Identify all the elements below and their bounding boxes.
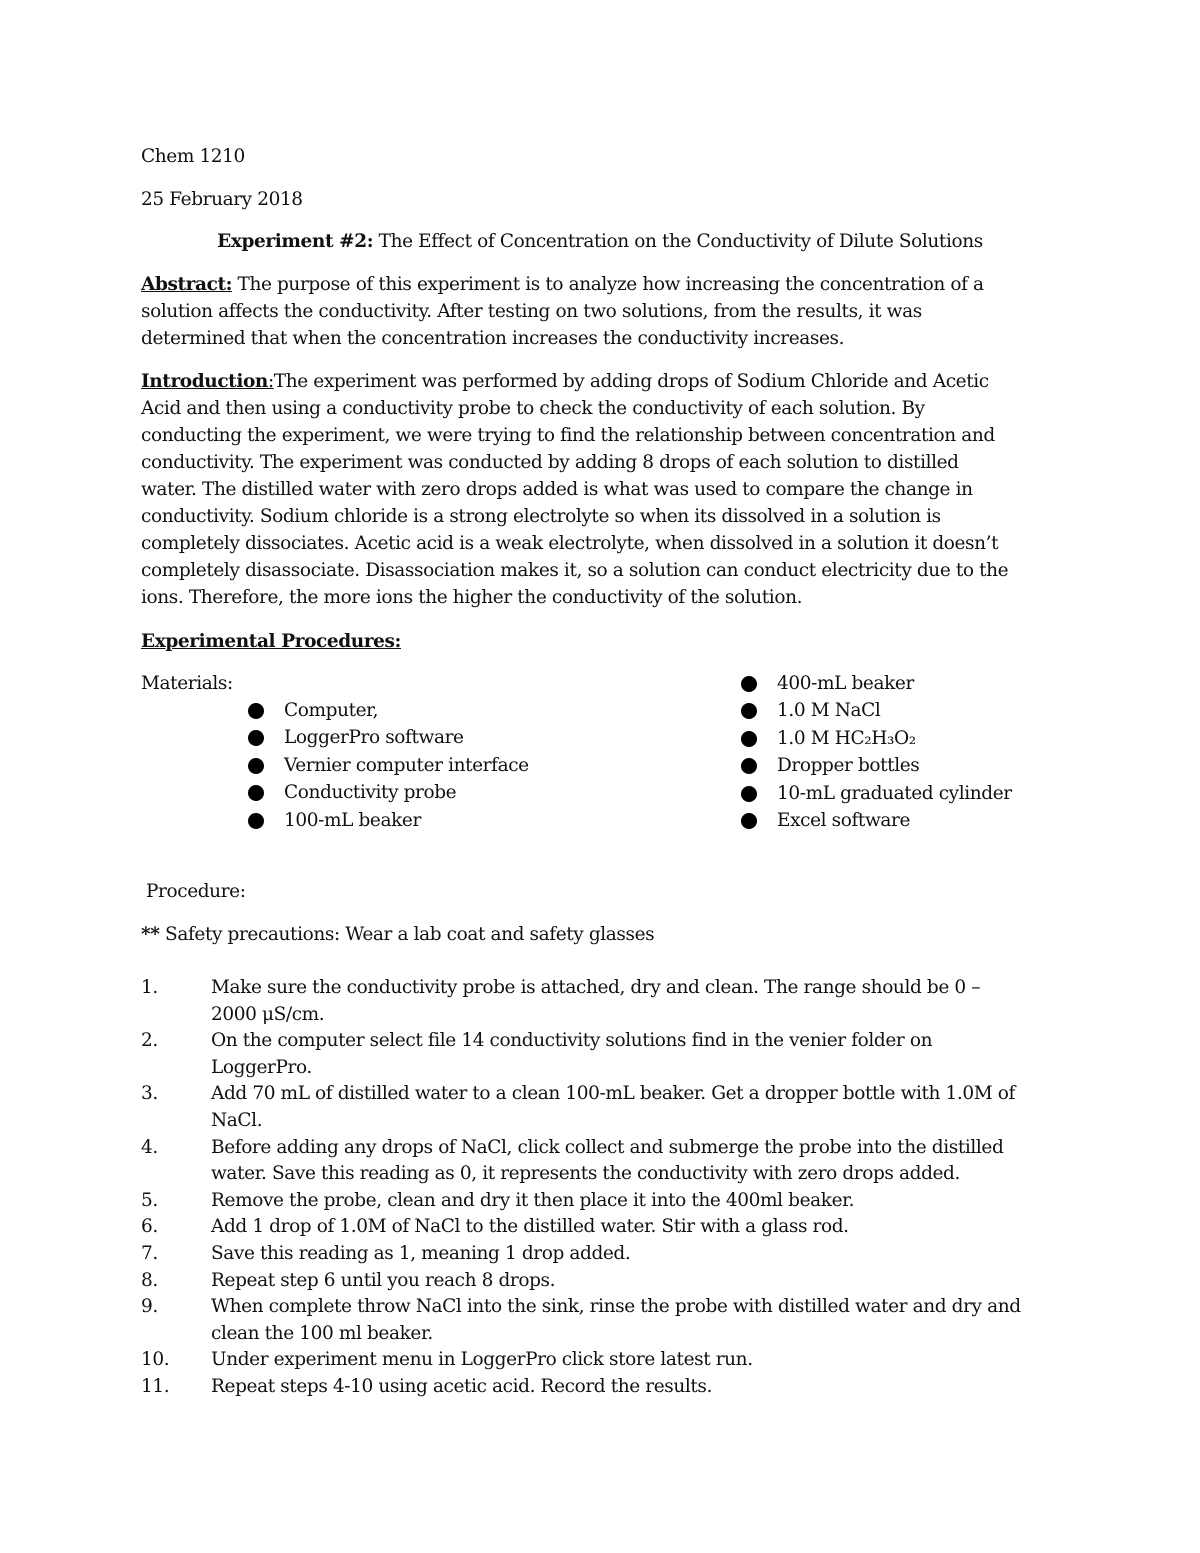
procedure-step-2: 2. On the computer select file 14 conductivity solutions find in the venier folder on LoggerPro.: [141, 1030, 933, 1078]
introduction-line-9: ions. Therefore, the more ions the higher the conductivity of the solution.: [141, 587, 803, 608]
material-item: 1.0 M HC₂H₃O₂: [741, 725, 1012, 752]
procedure-step-8: 8. Repeat step 6 until you reach 8 drops.: [141, 1268, 1071, 1295]
step-number: 7.: [141, 1242, 158, 1264]
step-number: 3.: [141, 1083, 158, 1105]
introduction-line-7: completely dissociates. Acetic acid is a weak electrolyte, when dissolved in a solution it doesn’t: [141, 533, 999, 554]
material-item: Dropper bottles: [741, 752, 1012, 779]
material-item: Excel software: [741, 807, 1012, 834]
procedure-step-3: 3. Add 70 mL of distilled water to a clean 100-mL beaker. Get a dropper bottle with 1.0M of NaCl.: [141, 1083, 1015, 1131]
procedure-step-10: 10. Under experiment menu in LoggerPro click store latest run.: [141, 1347, 1071, 1374]
step-number: 2.: [141, 1030, 158, 1052]
introduction-line-8: completely disassociate. Disassociation makes it, so a solution can conduct electricity due to the: [141, 560, 1009, 581]
step-number: 5.: [141, 1189, 158, 1211]
bullet-icon: [248, 758, 264, 774]
procedure-label: Procedure:: [146, 881, 246, 902]
bullet-icon: [741, 813, 757, 829]
bullet-icon: [741, 731, 757, 747]
bullet-icon: [248, 703, 264, 719]
bullet-icon: [248, 813, 264, 829]
step-number: 6.: [141, 1216, 158, 1238]
procedure-step-1: 1. Make sure the conductivity probe is attached, dry and clean. The range should be 0 – 2000 μS/cm.: [141, 977, 981, 1025]
step-number: 4.: [141, 1136, 158, 1158]
material-item: 400-mL beaker: [741, 670, 1012, 697]
introduction-colon: :: [267, 371, 274, 392]
abstract-section: [141, 271, 1041, 352]
course-name: Chem 1210: [141, 146, 245, 167]
procedure-step-9: 9. When complete throw NaCl into the sink, rinse the probe with distilled water and dry and clean the 100 ml beaker.: [141, 1296, 1021, 1344]
introduction-line-4: conductivity. The experiment was conducted by adding 8 drops of each solution to distilled: [141, 452, 959, 473]
step-number: 9.: [141, 1296, 158, 1318]
materials-label: Materials:: [141, 673, 233, 694]
bullet-icon: [741, 676, 757, 692]
procedures-heading: Experimental Procedures:: [141, 631, 401, 652]
safety-text: Safety precautions: Wear a lab coat and safety glasses: [159, 924, 655, 945]
materials-list-left: [248, 697, 529, 834]
abstract-line-3: determined that when the concentration increases the conductivity increases.: [141, 328, 845, 349]
material-item: Vernier computer interface: [248, 752, 529, 779]
introduction-heading: Introduction: [141, 371, 268, 392]
bullet-icon: [248, 730, 264, 746]
step-number: 10.: [141, 1349, 170, 1371]
materials-list-right: [741, 670, 1012, 834]
material-item: 1.0 M NaCl: [741, 697, 1012, 724]
bullet-icon: [248, 785, 264, 801]
procedure-step-6: 6. Add 1 drop of 1.0M of NaCl to the distilled water. Stir with a glass rod.: [141, 1214, 1071, 1241]
bullet-icon: [741, 758, 757, 774]
material-item: Computer,: [248, 697, 529, 724]
procedure-step-11: 11. Repeat steps 4-10 using acetic acid. Record the results.: [141, 1374, 1071, 1401]
procedure-step-7: 7. Save this reading as 1, meaning 1 drop added.: [141, 1241, 1071, 1268]
procedure-step-4: 4. Before adding any drops of NaCl, click collect and submerge the probe into the distilled water. Save this reading as 0, it represents the conductivity with zero drops added.: [141, 1136, 1004, 1185]
procedure-steps: [141, 975, 1071, 1401]
bullet-icon: [741, 786, 757, 802]
abstract-line-2: solution affects the conductivity. After testing on two solutions, from the results, it was: [141, 301, 922, 322]
report-date: 25 February 2018: [141, 189, 303, 210]
introduction-line-6: conductivity. Sodium chloride is a strong electrolyte so when its dissolved in a solution is: [141, 506, 941, 527]
step-number: 11.: [141, 1375, 170, 1397]
experiment-label: Experiment #2:: [217, 231, 374, 252]
material-item: LoggerPro software: [248, 724, 529, 751]
introduction-line-3: conducting the experiment, we were trying to find the relationship between concentration and: [141, 425, 995, 446]
experiment-title: [0, 228, 1200, 255]
abstract-heading: Abstract:: [141, 274, 233, 295]
safety-stars: **: [141, 924, 160, 945]
safety-note: [141, 921, 654, 948]
material-item: 100-mL beaker: [248, 807, 529, 834]
step-number: 1.: [141, 977, 158, 998]
material-item: Conductivity probe: [248, 779, 529, 806]
introduction-line-5: water. The distilled water with zero drops added is what was used to compare the change in: [141, 479, 973, 500]
introduction-line-2: Acid and then using a conductivity probe to check the conductivity of each solution. By: [141, 398, 925, 419]
material-item: 10-mL graduated cylinder: [741, 780, 1012, 807]
introduction-line-1: Introduction:The experiment was performed by adding drops of Sodium Chloride and Acetic: [141, 371, 989, 392]
abstract-line-1: Abstract: The purpose of this experiment is to analyze how increasing the concentration of a: [141, 274, 984, 295]
introduction-section: [141, 368, 1041, 611]
procedure-step-5: 5. Remove the probe, clean and dry it then place it into the 400ml beaker.: [141, 1188, 1071, 1215]
experiment-title-text: The Effect of Concentration on the Conductivity of Dilute Solutions: [373, 231, 983, 252]
step-number: 8.: [141, 1269, 158, 1291]
bullet-icon: [741, 703, 757, 719]
